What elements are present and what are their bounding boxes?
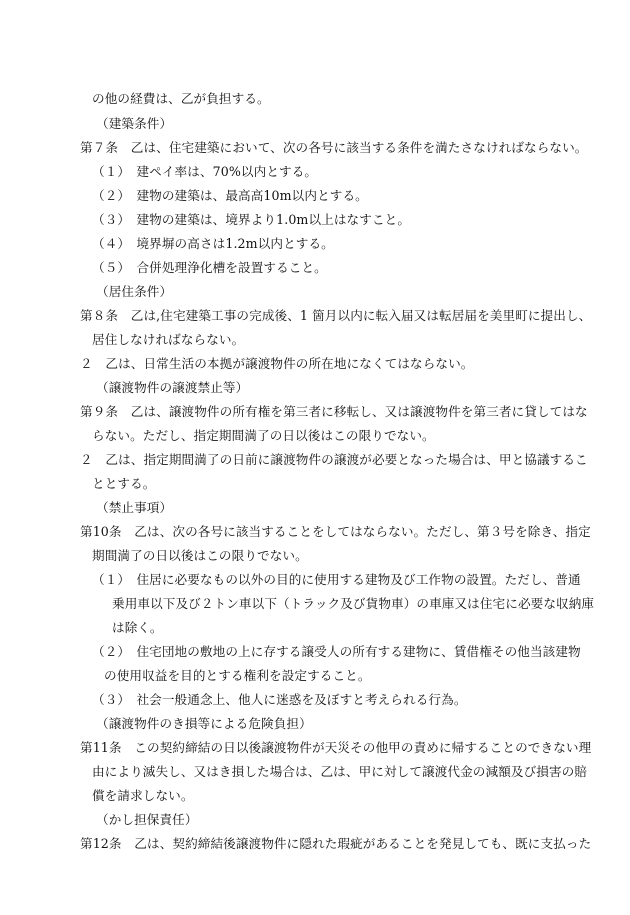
article-7-item-5: （５） 合併処理浄化槽を設置すること。: [92, 260, 327, 275]
article-8: 第８条 乙は,住宅建築工事の完成後、1 箇月以内に転入届又は転居届を美里町に提出し、: [80, 308, 592, 323]
article-7: 第７条 乙は、住宅建築において、次の各号に該当する条件を満たさなければならない。: [80, 140, 588, 155]
article-11-cont: 由により滅失し、又はき損した場合は、乙は、甲に対して譲渡代金の減額及び損害の賠: [92, 764, 588, 779]
heading-residence-conditions: （居住条件）: [96, 284, 173, 299]
article-8-cont: 居住しなければならない。: [92, 332, 245, 347]
article-11-cont-2: 償を請求しない。: [92, 788, 194, 803]
article-7-item-3: （３） 建物の建築は、境界より1.0m以上はなすこと。: [92, 212, 411, 227]
article-9: 第９条 乙は、譲渡物件の所有権を第三者に移転し、又は譲渡物件を第三者に貸してはな: [80, 404, 588, 419]
article-10-item-1-cont: 乗用車以下及び２トン車以下（トラック及び貨物車）の車庫又は住宅に必要な収納庫: [112, 596, 595, 611]
article-7-item-4: （４） 境界塀の高さは1.2m以内とする。: [92, 236, 334, 251]
article-10-item-3: （３） 社会一般通念上、他人に迷惑を及ぼすと考えられる行為。: [92, 692, 467, 707]
heading-warranty-liability: （かし担保責任）: [96, 812, 198, 827]
heading-transfer-prohibition: （譲渡物件の譲渡禁止等）: [96, 380, 249, 395]
article-10-item-1-cont-2: は除く。: [112, 620, 163, 635]
article-9-cont: らない。ただし、指定期間満了の日以後はこの限りでない。: [92, 428, 435, 443]
article-9-para-2-cont: ととする。: [92, 476, 156, 491]
article-12: 第12条 乙は、契約締結後譲渡物件に隠れた瑕疵があることを発見しても、既に支払った: [80, 836, 592, 851]
heading-risk-burden: （譲渡物件のき損等による危険負担）: [96, 716, 312, 731]
article-11: 第11条 この契約締結の日以後譲渡物件が天災その他甲の責めに帰することのできない理: [80, 740, 592, 755]
heading-prohibited-matters: （禁止事項）: [96, 500, 173, 515]
heading-building-conditions: （建築条件）: [96, 116, 173, 131]
article-7-item-1: （１） 建ペイ率は、70%以内とする。: [92, 164, 318, 179]
article-10-item-1: （１） 住居に必要なもの以外の目的に使用する建物及び工作物の設置。ただし、普通: [92, 572, 581, 587]
article-8-para-2: ２ 乙は、日常生活の本拠が譲渡物件の所在地になくてはならない。: [80, 356, 474, 371]
article-10-item-2: （２） 住宅団地の敷地の上に存する譲受人の所有する建物に、賃借権その他当該建物: [92, 644, 581, 659]
article-10: 第10条 乙は、次の各号に該当することをしてはならない。ただし、第３号を除き、指定: [80, 524, 591, 539]
article-10-cont: 期間満了の日以後はこの限りでない。: [92, 548, 308, 563]
text-line-1: の他の経費は、乙が負担する。: [92, 91, 270, 106]
article-7-item-2: （２） 建物の建築は、最高高10m以内とする。: [92, 188, 368, 203]
article-10-item-2-cont: の使用収益を目的とする権利を設定すること。: [104, 668, 371, 683]
article-9-para-2: ２ 乙は、指定期間満了の日前に譲渡物件の譲渡が必要となった場合は、甲と協議するこ: [80, 452, 588, 467]
